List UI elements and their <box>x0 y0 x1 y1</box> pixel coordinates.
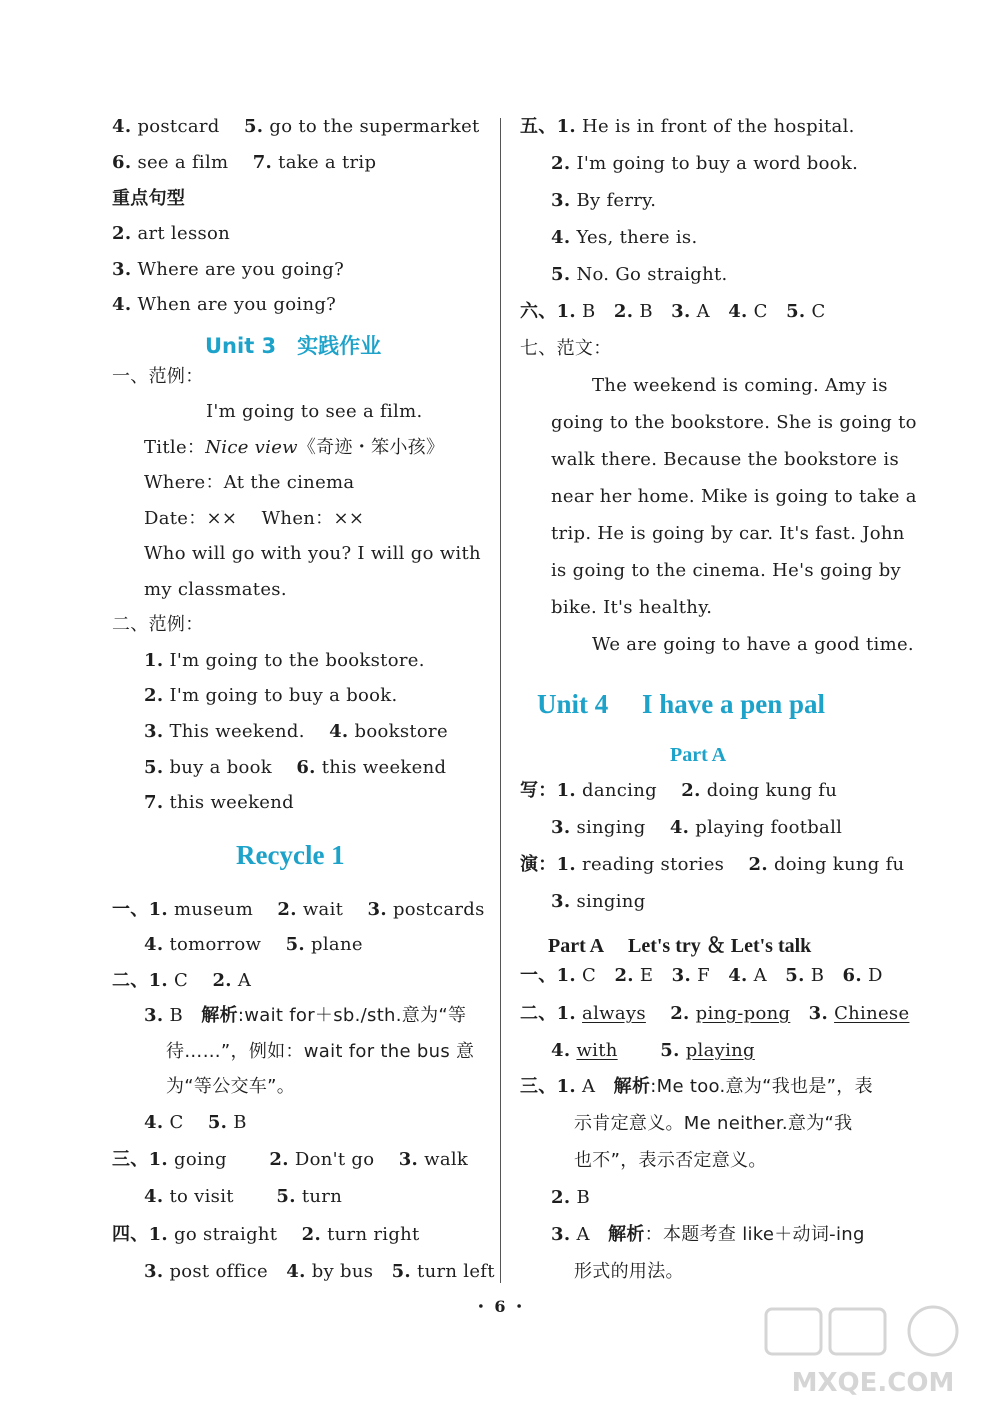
section-label: 三、 <box>112 1149 149 1170</box>
item-number: 1. <box>556 1003 577 1024</box>
item-number: 3. <box>398 1149 419 1170</box>
answer-line <box>144 792 294 814</box>
item-number: 1. <box>556 854 577 875</box>
item-number: 1. <box>556 1076 577 1097</box>
answer-text: always <box>582 1003 646 1024</box>
item-number: 2. <box>670 1003 690 1024</box>
item-number: 7. <box>252 152 273 173</box>
answer-line <box>112 223 230 245</box>
answer-text: Where are you going? <box>137 259 345 280</box>
item-number: 4. <box>144 934 164 955</box>
answer-line <box>144 1112 247 1134</box>
answer-text: B <box>810 965 825 986</box>
part-a-lets-try-heading: Part A Let's try ＆ Let's talk <box>548 935 812 957</box>
item-number: 4. <box>728 301 748 322</box>
answer-text: plane <box>311 934 363 955</box>
item-number: 2. <box>613 301 634 322</box>
answer-text: doing kung fu <box>706 780 838 801</box>
essay-line: We are going to have a good time. <box>592 634 914 655</box>
answer-line <box>551 264 728 286</box>
item-number: 5. <box>785 965 805 986</box>
section-label: 一、 <box>520 965 557 986</box>
section-label: 二、 <box>520 1003 557 1024</box>
item-number: 3. <box>551 190 571 211</box>
answer-line <box>144 685 398 707</box>
answer-text: dancing <box>582 780 657 801</box>
example-text: Where：At the cinema <box>144 472 355 493</box>
item-number: 2. <box>301 1224 322 1245</box>
answer-text: ping-pong <box>695 1003 791 1024</box>
item-number: 3. <box>671 301 691 322</box>
example-text: Who will go with you? I will go with <box>144 543 481 564</box>
recycle-1-heading: Recycle 1 <box>236 840 345 870</box>
answer-text: Don't go <box>294 1149 375 1170</box>
section-label: 二、 <box>112 970 149 991</box>
item-number: 1. <box>148 1224 169 1245</box>
answer-text: go straight <box>174 1224 278 1245</box>
answer-line <box>112 152 376 174</box>
explanation-text: 为“等公交车”。 <box>166 1076 296 1097</box>
answer-text: A <box>576 1224 590 1245</box>
item-number: 2. <box>551 153 571 174</box>
answer-text: A <box>696 301 710 322</box>
item-number: 2. <box>551 1187 571 1208</box>
answer-text: Yes, there is. <box>576 227 698 248</box>
item-number: 5. <box>391 1261 411 1282</box>
section-label: 写： <box>520 780 557 801</box>
essay-line: walk there. Because the bookstore is <box>551 449 899 470</box>
item-number: 2. <box>112 223 132 244</box>
answer-text: turn <box>301 1186 343 1207</box>
answer-text: A <box>582 1076 596 1097</box>
essay-line: The weekend is coming. Amy is <box>592 375 888 396</box>
answer-text: E <box>639 965 654 986</box>
answer-text: reading stories <box>582 854 725 875</box>
answer-line <box>112 970 251 992</box>
item-number: 1. <box>556 301 577 322</box>
item-number: 1. <box>144 650 164 671</box>
answer-text: B <box>169 1005 183 1026</box>
explanation-text: 形式的用法。 <box>574 1261 684 1282</box>
answer-text: Chinese <box>834 1003 910 1024</box>
watermark-text: MXQE.COM <box>791 1368 955 1398</box>
answer-line <box>112 899 485 921</box>
page-number: ・ 6 ・ <box>472 1297 528 1316</box>
answer-text: playing <box>685 1040 755 1061</box>
answer-text: postcards <box>392 899 485 920</box>
item-number: 1. <box>556 116 577 137</box>
answer-text: this weekend <box>169 792 294 813</box>
item-number: 5. <box>144 757 164 778</box>
section-label: 三、 <box>520 1076 557 1097</box>
answer-line <box>520 1003 909 1025</box>
item-number: 4. <box>112 294 132 315</box>
answer-text: A <box>753 965 767 986</box>
item-number: 2. <box>681 780 701 801</box>
answer-text: A <box>237 970 252 991</box>
explanation-text: 待……”，例如：wait for the bus 意 <box>166 1041 475 1062</box>
item-number: 4. <box>329 721 349 742</box>
answer-text: B <box>582 301 596 322</box>
item-number: 7. <box>144 792 164 813</box>
answer-text: this weekend <box>321 757 447 778</box>
answer-line <box>112 1149 468 1171</box>
item-number: 5. <box>660 1040 680 1061</box>
item-number: 1. <box>148 899 169 920</box>
answer-line <box>144 721 448 743</box>
answer-line <box>112 116 480 138</box>
answer-line <box>112 1224 420 1246</box>
answer-text: go to the supermarket <box>269 116 480 137</box>
answer-text: I'm going to buy a word book. <box>576 153 859 174</box>
answer-text: see a film <box>137 152 229 173</box>
answer-text: turn right <box>327 1224 420 1245</box>
answer-text: walk <box>424 1149 469 1170</box>
section-label: 一、 <box>112 899 149 920</box>
answer-line <box>551 190 656 212</box>
explanation-text: :wait for＋sb./sth.意为“等 <box>237 1005 467 1026</box>
answer-text: post office <box>169 1261 268 1282</box>
answer-text: take a trip <box>278 152 377 173</box>
item-number: 2. <box>269 1149 289 1170</box>
column-divider <box>500 118 501 1283</box>
item-number: 3. <box>112 259 132 280</box>
answer-text: bookstore <box>354 721 448 742</box>
section-label: 六、 <box>520 301 557 322</box>
answer-line <box>551 817 842 839</box>
example-text <box>144 437 444 459</box>
section-label: 七、范文： <box>520 338 612 359</box>
section-label: 二、范例： <box>112 614 204 635</box>
answer-text: going <box>174 1149 227 1170</box>
item-number: 3. <box>671 965 692 986</box>
item-number: 4. <box>728 965 748 986</box>
answer-text: I'm going to the bookstore. <box>169 650 425 671</box>
answer-text: By ferry. <box>576 190 657 211</box>
item-number: 6. <box>296 757 316 778</box>
answer-line <box>112 294 336 316</box>
answer-text: He is in front of the hospital. <box>582 116 855 137</box>
explanation-label: 解析 <box>608 1224 645 1245</box>
item-number: 4. <box>551 1040 571 1061</box>
item-number: 1. <box>556 780 577 801</box>
answer-line <box>551 227 697 249</box>
item-number: 5. <box>243 116 264 137</box>
item-number: 4. <box>144 1112 164 1133</box>
answer-text: D <box>867 965 883 986</box>
unit-4-heading: Unit 4 I have a pen pal <box>537 689 826 719</box>
answer-text: wait <box>302 899 344 920</box>
item-number: 2. <box>212 970 232 991</box>
answer-text: B <box>639 301 653 322</box>
item-number: 2. <box>277 899 297 920</box>
answer-line <box>144 1005 466 1027</box>
label: Title： <box>144 437 206 458</box>
essay-line: trip. He is going by car. It's fast. John <box>551 523 905 544</box>
answer-text: postcard <box>137 116 220 137</box>
unit-3-heading: Unit 3 实践作业 <box>205 334 382 358</box>
answer-text: When are you going? <box>137 294 337 315</box>
explanation-text: 示肯定意义。Me neither.意为“我 <box>574 1113 853 1134</box>
answer-line <box>144 934 363 956</box>
item-number: 1. <box>148 1149 169 1170</box>
item-number: 5. <box>551 264 571 285</box>
essay-line: is going to the cinema. He's going by <box>551 560 901 581</box>
answer-line <box>520 854 904 876</box>
answer-text: singing <box>576 891 646 912</box>
item-number: 3. <box>808 1003 829 1024</box>
item-number: 4. <box>112 116 132 137</box>
title-chinese: 《奇迹・笨小孩》 <box>297 437 445 458</box>
answer-line <box>144 650 425 672</box>
answer-text: museum <box>174 899 254 920</box>
answer-line <box>520 116 855 138</box>
answer-line <box>144 1261 495 1283</box>
section-heading: 重点句型 <box>112 188 186 209</box>
answer-line <box>144 1186 342 1208</box>
example-text: Date：×× When：×× <box>144 508 365 529</box>
explanation-text: ：本题考查 like＋动词-ing <box>644 1224 865 1245</box>
answer-line <box>551 1224 865 1246</box>
item-number: 4. <box>551 227 571 248</box>
answer-text: B <box>233 1112 247 1133</box>
answer-text: This weekend. <box>169 721 305 742</box>
section-label: 五、 <box>520 116 557 137</box>
section-label: 四、 <box>112 1224 149 1245</box>
example-text: I'm going to see a film. <box>206 401 423 422</box>
answer-line <box>520 301 826 323</box>
answer-line <box>551 153 858 175</box>
answer-line <box>520 965 883 987</box>
explanation-text: :Me too.意为“我也是”，表 <box>650 1076 873 1097</box>
answer-text: C <box>174 970 189 991</box>
answer-line <box>551 891 646 913</box>
item-number: 5. <box>285 934 306 955</box>
answer-line <box>551 1040 755 1062</box>
title-value: Nice view <box>205 437 298 458</box>
watermark-logo <box>758 1301 988 1401</box>
item-number: 3. <box>144 721 164 742</box>
answer-text: B <box>576 1187 590 1208</box>
answer-text: turn left <box>417 1261 495 1282</box>
essay-line: going to the bookstore. She is going to <box>551 412 917 433</box>
answer-text: C <box>811 301 826 322</box>
item-number: 6. <box>112 152 132 173</box>
item-number: 3. <box>367 899 387 920</box>
answer-text: singing <box>576 817 646 838</box>
answer-text: tomorrow <box>169 934 262 955</box>
answer-text: F <box>697 965 710 986</box>
answer-line <box>144 757 446 779</box>
item-number: 2. <box>614 965 634 986</box>
answer-line <box>520 780 837 802</box>
answer-text: by bus <box>311 1261 374 1282</box>
part-a-heading: Part A <box>670 744 727 766</box>
item-number: 3. <box>144 1005 164 1026</box>
item-number: 3. <box>551 817 571 838</box>
item-number: 2. <box>748 854 768 875</box>
answer-text: C <box>169 1112 184 1133</box>
essay-line: bike. It's healthy. <box>551 597 713 618</box>
answer-text: to visit <box>169 1186 234 1207</box>
item-number: 3. <box>551 1224 571 1245</box>
answer-line <box>551 1187 590 1209</box>
answer-text: buy a book <box>169 757 272 778</box>
item-number: 4. <box>669 817 690 838</box>
item-number: 5. <box>276 1186 296 1207</box>
answer-text: doing kung fu <box>773 854 905 875</box>
answer-text: C <box>753 301 768 322</box>
essay-line: near her home. Mike is going to take a <box>551 486 917 507</box>
answer-text: art lesson <box>137 223 231 244</box>
explanation-label: 解析 <box>613 1076 651 1097</box>
answer-text: playing football <box>695 817 843 838</box>
item-number: 2. <box>144 685 164 706</box>
explanation-text: 也不”，表示否定意义。 <box>574 1150 767 1171</box>
example-text: my classmates. <box>144 579 287 600</box>
item-number: 5. <box>786 301 806 322</box>
item-number: 6. <box>842 965 862 986</box>
item-number: 4. <box>286 1261 306 1282</box>
answer-line <box>520 1076 873 1098</box>
item-number: 5. <box>207 1112 228 1133</box>
answer-text: with <box>576 1040 618 1061</box>
item-number: 3. <box>144 1261 164 1282</box>
item-number: 1. <box>148 970 169 991</box>
answer-text: I'm going to buy a book. <box>169 685 398 706</box>
section-label: 演： <box>520 854 557 875</box>
answer-text: C <box>582 965 597 986</box>
answer-text: No. Go straight. <box>576 264 728 285</box>
item-number: 4. <box>144 1186 164 1207</box>
explanation-label: 解析 <box>201 1005 238 1026</box>
item-number: 3. <box>551 891 571 912</box>
section-label: 一、范例： <box>112 366 204 387</box>
item-number: 1. <box>556 965 577 986</box>
answer-line <box>112 259 344 281</box>
